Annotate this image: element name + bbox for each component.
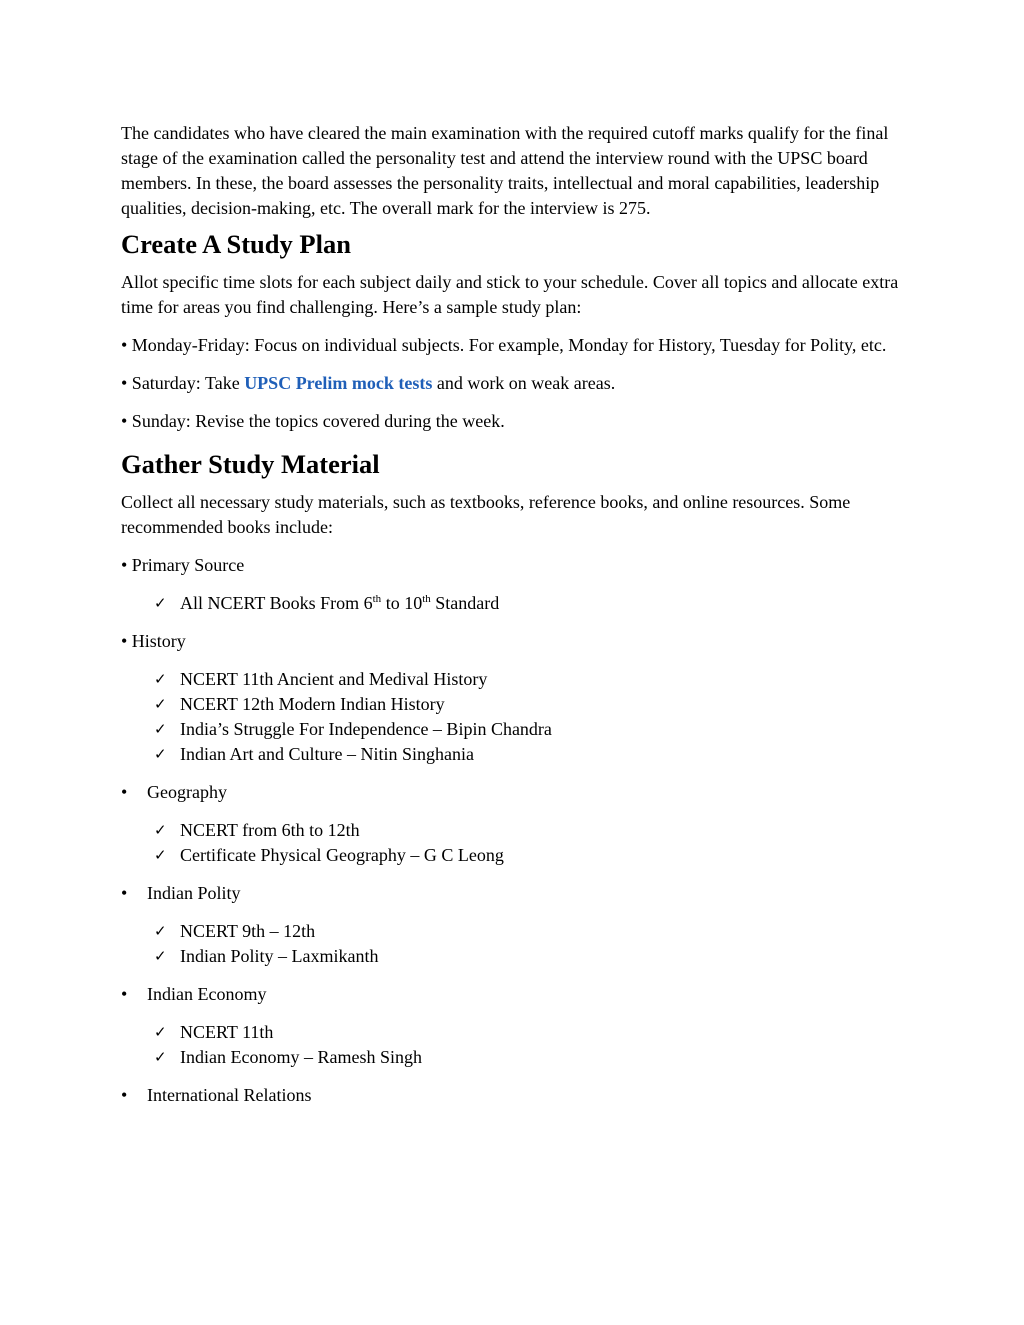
study-material-paragraph: Collect all necessary study materials, such as textbooks, reference books, and online resources. Some recommended books include: [121, 492, 851, 537]
checkmark-icon: ✓ [154, 846, 167, 864]
list-item [121, 919, 911, 944]
document-page [121, 121, 911, 1121]
geography-list [121, 818, 911, 868]
checkmark-icon: ✓ [154, 947, 167, 965]
category-economy [121, 982, 911, 1007]
checkmark-icon: ✓ [154, 745, 167, 763]
list-item [121, 692, 911, 717]
checkmark-icon: ✓ [154, 1023, 167, 1041]
category-history: • History [121, 631, 186, 651]
item-text: Certificate Physical Geography – G C Leong [180, 845, 504, 865]
checkmark-icon: ✓ [154, 821, 167, 839]
intro-paragraph: The candidates who have cleared the main examination with the required cutoff marks qualify for the final stage of the examination called the personality test and attend the interview round with the UPSC board members. In these, the board assesses the personality traits, intellectual and moral capabilities, leadership qualities, decision-making, etc. The overall mark for the interview is 275. [121, 123, 889, 218]
bullet: • [121, 984, 128, 1004]
category-label: Indian Economy [147, 984, 267, 1004]
category-polity [121, 881, 911, 906]
list-item [121, 591, 911, 616]
list-item [121, 843, 911, 868]
list-item [121, 667, 911, 692]
item-text: All NCERT Books From 6 [180, 593, 373, 613]
item-text: NCERT 9th – 12th [180, 921, 316, 941]
bullet: • [121, 782, 128, 802]
bullet: • [121, 883, 128, 903]
item-text: India’s Struggle For Independence – Bipin Chandra [180, 719, 552, 739]
list-item [121, 717, 911, 742]
item-text: NCERT 12th Modern Indian History [180, 694, 445, 714]
study-material-heading: Gather Study Material [121, 449, 380, 479]
category-international-relations [121, 1083, 911, 1108]
checkmark-icon: ✓ [154, 695, 167, 713]
item-text: Indian Polity – Laxmikanth [180, 946, 379, 966]
item-text: Indian Economy – Ramesh Singh [180, 1047, 422, 1067]
checkmark-icon: ✓ [154, 594, 167, 612]
list-item [121, 742, 911, 767]
list-item [121, 944, 911, 969]
item-text: Standard [430, 593, 500, 613]
economy-list [121, 1020, 911, 1070]
mock-tests-link[interactable]: UPSC Prelim mock tests [244, 373, 433, 393]
study-plan-paragraph: Allot specific time slots for each subject daily and stick to your schedule. Cover all topics and allocate extra time for areas you find challenging. Here’s a sample study plan: [121, 272, 899, 317]
primary-source-list [121, 591, 911, 616]
checkmark-icon: ✓ [154, 670, 167, 688]
category-primary-source: • Primary Source [121, 555, 245, 575]
superscript: th [422, 593, 431, 605]
checkmark-icon: ✓ [154, 720, 167, 738]
item-text: to 10 [381, 593, 423, 613]
polity-list [121, 919, 911, 969]
list-item [121, 1045, 911, 1070]
checkmark-icon: ✓ [154, 1048, 167, 1066]
category-label: International Relations [147, 1085, 312, 1105]
category-label: Geography [147, 782, 227, 802]
item-text: Indian Art and Culture – Nitin Singhania [180, 744, 474, 764]
saturday-suffix: and work on weak areas. [432, 373, 616, 393]
superscript: th [372, 593, 382, 605]
list-item [121, 818, 911, 843]
list-item [121, 1020, 911, 1045]
item-text: NCERT 11th [180, 1022, 274, 1042]
checkmark-icon: ✓ [154, 922, 167, 940]
plan-item-sunday: • Sunday: Revise the topics covered during the week. [121, 411, 505, 431]
saturday-prefix: • Saturday: Take [121, 373, 245, 393]
item-text: NCERT 11th Ancient and Medival History [180, 669, 488, 689]
category-geography [121, 780, 911, 805]
plan-item-saturday [121, 371, 911, 396]
bullet: • [121, 1085, 128, 1105]
item-text: NCERT from 6th to 12th [180, 820, 360, 840]
category-label: Indian Polity [147, 883, 241, 903]
plan-item-monday-friday: • Monday-Friday: Focus on individual subjects. For example, Monday for History, Tuesday for Polity, etc. [121, 335, 887, 355]
history-list [121, 667, 911, 767]
study-plan-heading: Create A Study Plan [121, 229, 351, 259]
